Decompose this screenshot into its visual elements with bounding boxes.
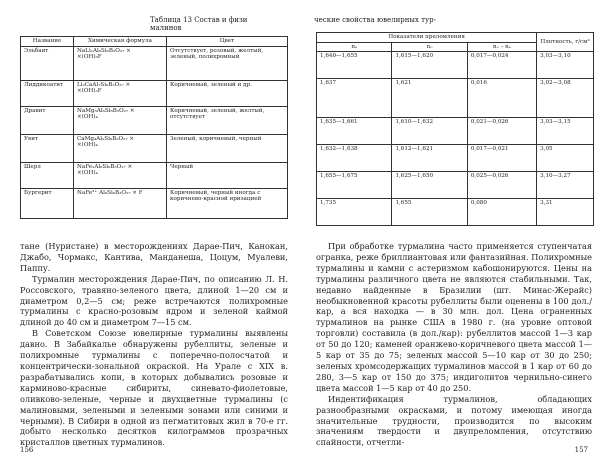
cell: 3,31: [537, 199, 594, 226]
mineral-name: Шерл: [21, 162, 74, 188]
paragraph: При обработке турмалина часто применяется ступенчатая огранка, реже бриллиантовая или фантазийная. Полихромные турмалины и камни с астеризмом кабошонируются. Цены на турмалины различного цвета не являются стабильными. Так, недавно найденные в Бразилии (шт. Минас-Жерайс) необыкновенной красоты рубеллиты были оценены в 100 дол./кар, а вся находка — в 30 млн. дол. Цена ограненных турмалинов на рынке США в 1980 г. (на уровне оптовой торговли) составила (в дол./кар): рубеллитов массой 1—3 кар от 50 до 120; каменей оранжево-коричневого цвета массой 1—5 кар от 35 до 75; зеленых массой 5—10 кар от 30 до 250; зеленых хромсодержащих турмалинов массой в 1 кар от 60 до 280, 3—5 кар от 150 до 375; индиголитов чернильно-синего цвета массой 1—5 кар от 40 до 250.: [316, 241, 592, 393]
cell: 3,10—3,27: [537, 172, 594, 199]
table-row: [317, 172, 594, 199]
table-row: [317, 145, 594, 172]
cell: 1,655: [392, 199, 467, 226]
table-header-row: [317, 33, 594, 43]
header-color: Цвет: [167, 37, 288, 47]
body-text: [316, 241, 592, 448]
cell: 1,625—1,650: [392, 172, 467, 199]
cell: 0,021—0,026: [467, 118, 536, 145]
cell: 3,03—3,10: [537, 52, 594, 79]
header-no: nₒ: [392, 42, 467, 52]
mineral-formula: Li₂CaAl₇Si₆B₃O₂₇ × ×(OH)₃F: [74, 80, 167, 106]
cell: 1,610—1,632: [392, 118, 467, 145]
cell: 3,03—3,15: [537, 118, 594, 145]
table-row: [317, 79, 594, 118]
paragraph: тане (Нуристане) в месторождениях Дарае-Пич, Канокан, Джабо, Чормакс, Кантива, Манданеша, Цоцум, Муалеви, Паппу.: [20, 241, 288, 273]
cell: 0,016: [467, 79, 536, 118]
cell: 0,080: [467, 199, 536, 226]
mineral-name: Увит: [21, 134, 74, 162]
page-number: 157: [574, 446, 588, 454]
cell: 0,025—0,026: [467, 172, 536, 199]
body-text: [20, 241, 288, 448]
table-row: [317, 199, 594, 226]
mineral-color: Отсутствует, розовый, желтый, зеленый, полихромный: [167, 46, 288, 80]
mineral-table: [20, 36, 288, 219]
left-page: [0, 0, 298, 460]
mineral-formula: NaMg₃Al₆Si₆B₃O₂₇ × ×(OH)₄: [74, 106, 167, 134]
table-row: [21, 46, 288, 80]
mineral-color: Коричневый, зеленый и др.: [167, 80, 288, 106]
table-caption-continued: ческие свойства ювелирных тур-: [314, 16, 436, 24]
mineral-name: Дравит: [21, 106, 74, 134]
table-row: [21, 188, 288, 218]
cell: 1,635—1,661: [317, 118, 392, 145]
mineral-formula: NaFe₃Al₆Si₆B₃O₂₇ × ×(OH)₄: [74, 162, 167, 188]
header-birefringence: nₒ – nₑ: [467, 42, 536, 52]
cell: 1,640—1,655: [317, 52, 392, 79]
page-number: 156: [20, 446, 34, 454]
mineral-color: Черный: [167, 162, 288, 188]
table-header-row: [21, 37, 288, 47]
header-density: Плотность, г/см³: [537, 33, 594, 52]
refraction-table: [316, 32, 594, 226]
mineral-color: Коричневый, черный иногда с коричнево-красной иризацией: [167, 188, 288, 218]
mineral-name: Бургерит: [21, 188, 74, 218]
mineral-formula: CaMg₄Al₅Si₆B₃O₂₇ × ×(OH)₄: [74, 134, 167, 162]
cell: 3,02—3,08: [537, 79, 594, 118]
header-formula: Химическая формула: [74, 37, 167, 47]
table-row: [21, 106, 288, 134]
paragraph: В Советском Союзе ювелирные турмалины выявлены давно. В Забайкалье обнаружены рубеллиты, зеленые и полихромные турмалины с поперечно-полосчатой и концентрически-зональной окраской. На Урале с XIX в. разрабатывались копи, в которых добывались розовые и карминово-красные сибириты, синевато-фиолетовые, оливково-зеленые, черные и двухцветные турмалины (с малиновыми, зелеными и зелеными зонами или синими и черными). В Сибири в одной из пегматитовых жил в 70-е гг. добыто несколько десятков килограммов прозрачных кристаллов цветных турмалинов.: [20, 328, 288, 448]
table-caption: Таблица 13 Состав и физи малинов: [150, 16, 248, 32]
paragraph: Турмалин месторождения Дарае-Пич, по описанию Л. Н. Россовского, травяно-зеленого цвета, длиной 1—20 см и диаметром 0,2—5 см; реже встречаются полихромные турмалины с красно-розовым ядром и зеленой каймой длиной до 40 см и диаметром 7—15 см.: [20, 273, 288, 328]
mineral-color: Зеленый, коричневый, черный: [167, 134, 288, 162]
right-page: [304, 0, 600, 460]
cell: 1,632—1,638: [317, 145, 392, 172]
paragraph: Индентификация турмалинов, обладающих разнообразными окрасками, и потому имеющая иногда значительные трудности, производится по высоким значениям твердости и двупреломления, отсутствию спайности, отчетли-: [316, 393, 592, 448]
cell: 1,621: [392, 79, 467, 118]
cell: 1,612—1,621: [392, 145, 467, 172]
cell: 3,05: [537, 145, 594, 172]
cell: 0,017—0,021: [467, 145, 536, 172]
cell: 1,655—1,675: [317, 172, 392, 199]
table-row: [317, 52, 594, 79]
cell: 1,637: [317, 79, 392, 118]
cell: 1,735: [317, 199, 392, 226]
table-row: [21, 162, 288, 188]
table-row: [21, 80, 288, 106]
mineral-formula: NaFe³⁺ Al₆Si₆B₃O₂₇ × F: [74, 188, 167, 218]
mineral-formula: NaLi₁Al₆Si₆B₃O₂₇ × ×(OH)₃F: [74, 46, 167, 80]
cell: 1,615—1,620: [392, 52, 467, 79]
header-name: Название: [21, 37, 74, 47]
mineral-color: Коричневый, зеленый, желтый, отсутствует: [167, 106, 288, 134]
cell: 0,017—0,024: [467, 52, 536, 79]
table-row: [21, 134, 288, 162]
mineral-name: Эльбаит: [21, 46, 74, 80]
header-refraction: Показатели преломления: [317, 33, 537, 43]
header-ne: nₑ: [317, 42, 392, 52]
table-row: [317, 118, 594, 145]
mineral-name: Лиддикоатит: [21, 80, 74, 106]
